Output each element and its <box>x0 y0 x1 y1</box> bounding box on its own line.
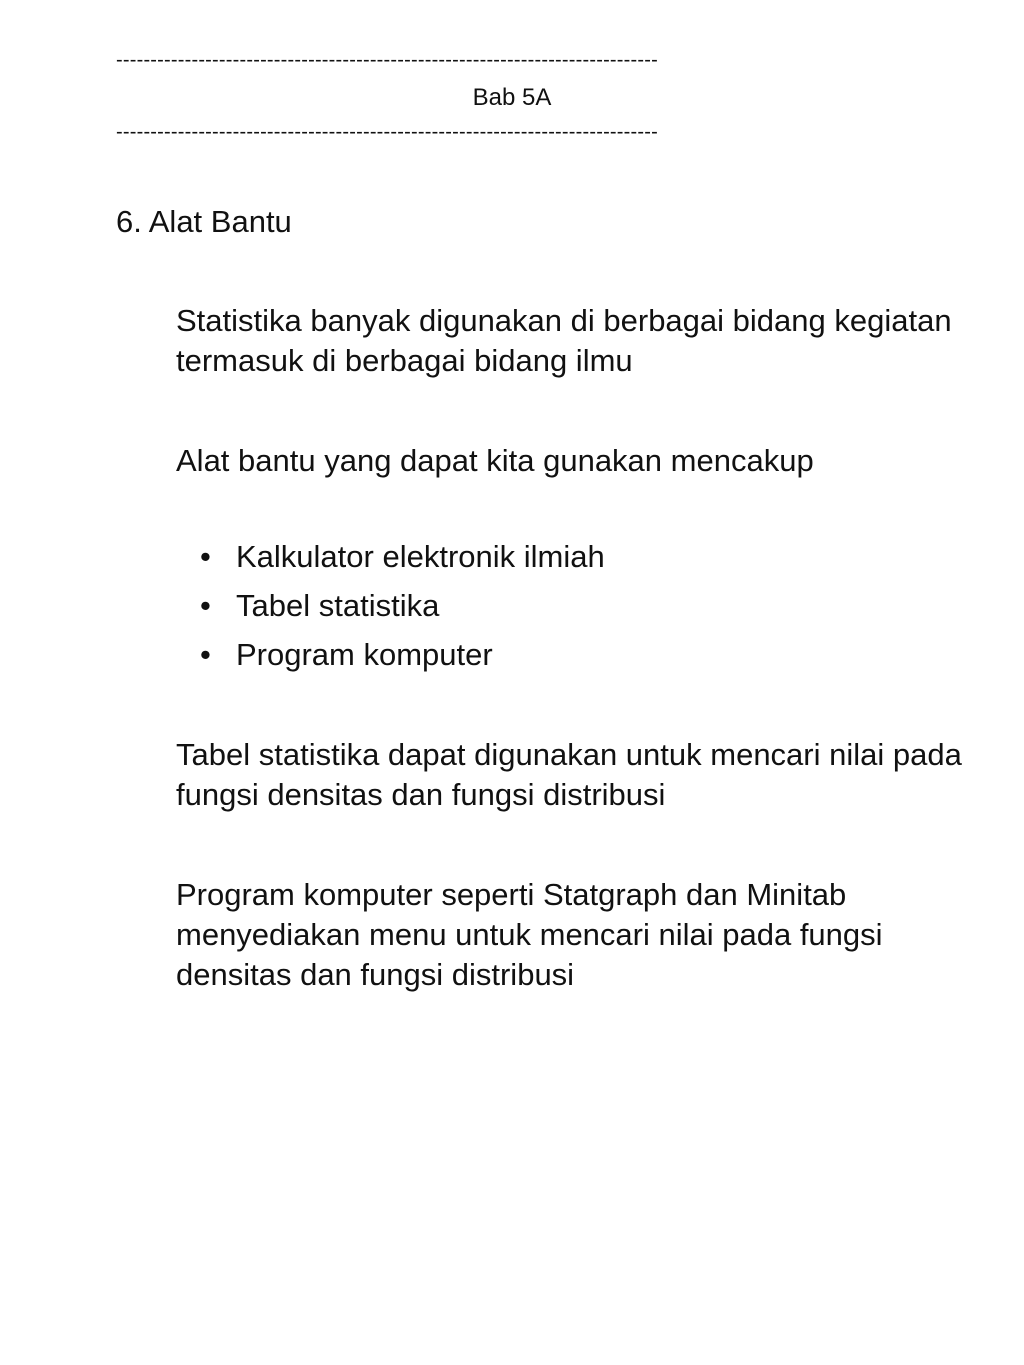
chapter-label: Bab 5A <box>472 84 552 111</box>
list-item-text: Tabel statistika <box>236 588 440 623</box>
list-item-text: Kalkulator elektronik ilmiah <box>236 539 605 574</box>
tools-list <box>200 538 605 685</box>
tables-paragraph: Tabel statistika dapat digunakan untuk mencari nilai pada fungsi densitas dan fungsi distribusi <box>176 737 962 812</box>
header-rule-bottom: ------------------------------------------------------------------------------- <box>116 121 658 143</box>
list-item <box>200 538 605 576</box>
software-paragraph: Program komputer seperti Statgraph dan Minitab menyediakan menu untuk mencari nilai pada fungsi densitas dan fungsi distribusi <box>176 877 883 992</box>
list-item <box>200 587 605 625</box>
bullet-icon: • <box>200 539 211 574</box>
list-item-text: Program komputer <box>236 637 493 672</box>
intro-paragraph: Statistika banyak digunakan di berbagai bidang kegiatan termasuk di berbagai bidang ilmu <box>176 303 952 378</box>
bullet-icon: • <box>200 637 211 672</box>
list-item <box>200 636 605 674</box>
header-rule-top: ------------------------------------------------------------------------------- <box>116 49 658 71</box>
tools-lead-paragraph: Alat bantu yang dapat kita gunakan mencakup <box>176 443 814 478</box>
bullet-icon: • <box>200 588 211 623</box>
section-title: 6. Alat Bantu <box>116 204 292 239</box>
